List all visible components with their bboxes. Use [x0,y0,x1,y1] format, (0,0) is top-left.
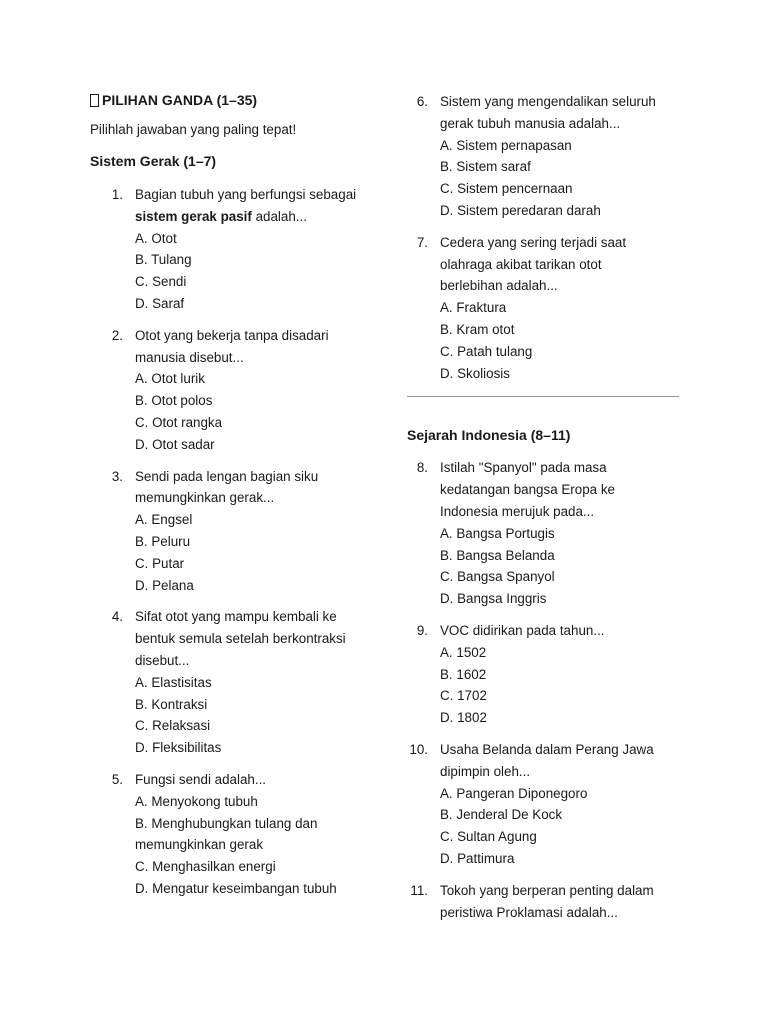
option-a: A. 1502 [440,644,487,660]
option-d: D. Pelana [135,577,194,593]
question-body [135,184,370,315]
option-d: D. Pattimura [440,850,515,866]
option-a: A. Sistem pernapasan [440,137,572,153]
option-c: C. Relaksasi [135,718,211,734]
question-number: 10. [409,741,428,757]
question-text: Istilah "Spanyol" pada masa kedatangan bangsa Eropa ke Indonesia merujuk pada... [440,460,615,519]
question-text: Sistem yang mengendalikan seluruh gerak tubuh manusia adalah... [440,94,656,131]
question-body [135,325,345,456]
question-1 [90,184,365,315]
checkbox-glyph-icon [90,94,99,107]
option-d: D. Bangsa Inggris [440,591,547,607]
option-a: A. Elastisitas [135,674,212,690]
option-c: C. Sistem pencernaan [440,181,573,197]
page-title-text: PILIHAN GANDA (1–35) [102,92,258,108]
question-number: 1. [111,187,123,202]
question-4 [90,606,365,759]
option-c: C. 1702 [440,688,487,704]
option-c: C. Sultan Agung [440,829,537,845]
question-11 [395,880,679,924]
option-b: B. Otot polos [135,393,213,409]
question-body [440,91,665,222]
option-a: A. Otot [135,230,177,246]
question-body [440,457,645,610]
question-number: 7. [416,234,428,250]
question-body [440,739,665,870]
question-body [135,606,357,759]
question-number: 11. [410,882,428,898]
question-text: VOC didirikan pada tahun... [440,622,605,638]
question-text: Tokoh yang berperan penting dalam peristiwa Proklamasi adalah... [440,882,654,920]
question-text [135,184,370,228]
question-text: Sifat otot yang mampu kembali ke bentuk semula setelah berkontraksi disebut... [135,609,346,668]
option-d: D. Skoliosis [440,365,510,381]
option-d: D. Mengatur keseimbangan tubuh [135,880,337,896]
option-b: B. Bangsa Belanda [440,547,555,563]
option-b: B. Kontraksi [135,696,208,712]
question-9 [395,620,679,729]
option-d: D. 1802 [440,710,487,726]
question-body [135,769,337,900]
section-divider [407,396,679,397]
option-b: B. Jenderal De Kock [440,807,563,823]
question-body [440,620,605,729]
left-column [90,88,365,900]
option-a: A. Bangsa Portugis [440,525,555,541]
question-text-bold: sistem gerak pasif [135,208,252,224]
option-a: A. Pangeran Diponegoro [440,785,588,801]
question-6 [395,91,679,222]
option-b: B. Peluru [135,533,191,549]
question-text: Usaha Belanda dalam Perang Jawa dipimpin oleh... [440,741,654,779]
question-7 [395,232,679,385]
question-text-pre: Bagian tubuh yang berfungsi sebagai [135,187,357,202]
question-text: Otot yang bekerja tanpa disadari manusia disebut... [135,327,329,365]
question-body [440,880,665,924]
question-text: Sendi pada lengan bagian siku memungkinkan gerak... [135,468,319,506]
question-text-post: adalah... [251,208,307,224]
option-c: C. Sendi [135,274,187,290]
question-5 [90,769,365,900]
option-a: A. Fraktura [440,300,507,316]
question-list-gerak-continued [395,91,679,384]
option-d: D. Fleksibilitas [135,740,222,756]
question-number: 9. [416,622,428,638]
option-c: C. Patah tulang [440,343,533,359]
question-number: 5. [111,771,123,787]
option-b: B. 1602 [440,666,487,682]
section-heading-sejarah: Sejarah Indonesia (8–11) [407,427,571,444]
question-8 [395,457,679,610]
question-3 [90,466,365,597]
instruction-text: Pilihlah jawaban yang paling tepat! [90,122,297,137]
question-text: Fungsi sendi adalah... [135,771,267,787]
question-number: 2. [111,327,123,343]
option-c: C. Menghasilkan energi [135,859,276,875]
question-list-gerak [90,184,365,900]
option-b: B. Sistem saraf [440,159,531,175]
option-c: C. Putar [135,555,185,571]
option-b: B. Tulang [135,252,192,268]
question-10 [395,739,679,870]
option-b: B. Menghubungkan tulang dan memungkinkan gerak [135,815,318,853]
option-d: D. Saraf [135,295,185,311]
question-text: Cedera yang sering terjadi saat olahraga akibat tarikan otot berlebihan adalah... [440,234,627,294]
question-number: 6. [416,94,428,109]
option-a: A. Menyokong tubuh [135,793,258,809]
question-body [440,232,640,385]
option-a: A. Engsel [135,512,193,528]
question-body [135,466,335,597]
option-c: C. Bangsa Spanyol [440,569,555,585]
right-column [407,88,679,923]
question-number: 4. [111,609,123,625]
question-number: 3. [111,468,123,484]
page-title [90,88,365,112]
question-list-sejarah [395,457,679,923]
question-number: 8. [416,460,428,476]
option-c: C. Otot rangka [135,414,223,430]
option-d: D. Otot sadar [135,436,215,452]
option-a: A. Otot lurik [135,371,205,387]
section-heading-gerak: Sistem Gerak (1–7) [90,153,217,169]
question-2 [90,325,365,456]
option-d: D. Sistem peredaran darah [440,202,601,218]
option-b: B. Kram otot [440,321,515,337]
